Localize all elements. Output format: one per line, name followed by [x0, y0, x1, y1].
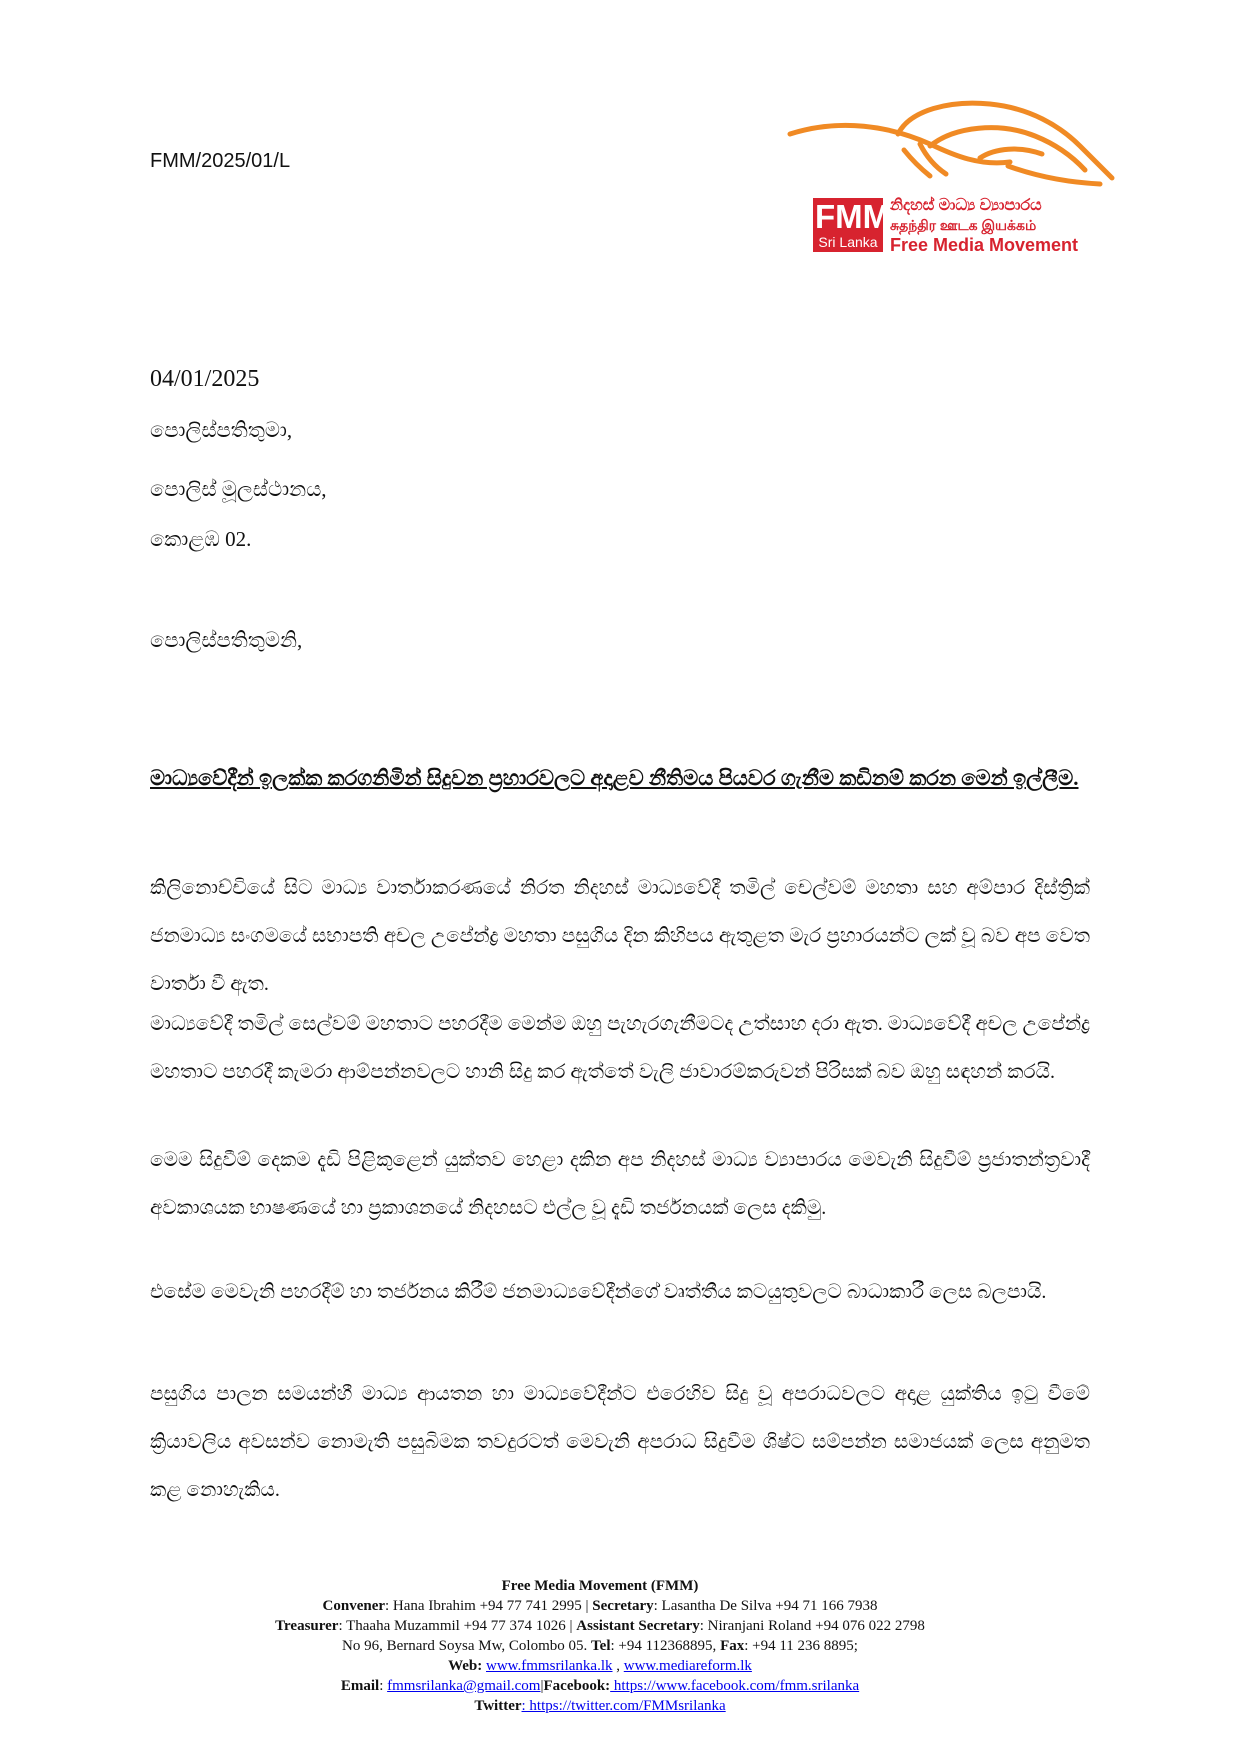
- paragraph-4: එසේම මෙවැනි පහරදීම් හා තර්ජනය කිරීම් ජනමාධ්‍යවේදීන්ගේ වෘත්තීය කටයුතුවලට බාධාකාරී ලෙස බලපායි.: [150, 1281, 1047, 1303]
- footer-officers-line-2: [150, 1616, 1050, 1636]
- fax-info: : +94 11 236 8895;: [744, 1638, 858, 1654]
- letter-footer: [150, 1576, 1050, 1716]
- footer-org: Free Media Movement (FMM): [501, 1578, 699, 1594]
- address-line-1: පොලිස්පතිතුමා,: [150, 418, 293, 442]
- email-link[interactable]: fmmsrilanka@gmail.com: [387, 1678, 541, 1694]
- facebook-link[interactable]: https://www.facebook.com/fmm.srilanka: [610, 1678, 860, 1694]
- logo-name-sinhala: නිදහස් මාධ්‍ය ව්‍යාපාරය: [890, 197, 1042, 214]
- twitter-label: Twitter: [474, 1698, 522, 1714]
- letter-subject: මාධ්‍යවේදීන් ඉලක්ක කරගනිමින් සිදුවන ප්‍රහාරවලට අදාළව නීතිමය පියවර ගැනීම කඩිනම් කරන මෙන් ඉල්ලීම.: [150, 766, 1079, 790]
- email-label: Email: [340, 1678, 380, 1694]
- footer-officers-line-1: [150, 1596, 1050, 1616]
- assistant-secretary-label: Assistant Secretary: [576, 1618, 700, 1634]
- paragraph-2: මාධ්‍යවේදී තමිල් සෙල්වම් මහතාට පහරදීම මෙන්ම ඔහු පැහැරගැනීමටද උත්සාහ දරා ඇත. මාධ්‍යවේදී අචල උපේන්ද්‍ර මහතාට පහරදී කැමරා ආම්පන්නවලට හානි සිදු කර ඇත්තේ වැලි ජාවාරම්කරුවන් පිරිසක් බව ඔහු සඳහන් කරයි.: [150, 1013, 1090, 1083]
- tel-label: Tel: [591, 1638, 611, 1654]
- secretary-info: : Lasantha De Silva +94 71 166 7938: [653, 1598, 878, 1614]
- assistant-secretary-info: : Niranjani Roland +94 076 022 2798: [699, 1618, 925, 1634]
- fmm-logo: [780, 96, 1120, 266]
- footer-web-line: [150, 1656, 1050, 1676]
- footer-email-line: Email: fmmsrilanka@gmail.com|Facebook: https://www.facebook.com/fmm.srilanka: [340, 1678, 860, 1694]
- reference-number: FMM/2025/01/L: [150, 150, 291, 172]
- web-label: Web:: [448, 1658, 483, 1674]
- secretary-label: Secretary: [592, 1598, 654, 1614]
- logo-name-tamil: சுதந்திர ஊடக இயக்கம்: [890, 217, 1037, 233]
- footer-twitter-line: [150, 1696, 1050, 1716]
- bird-swoosh-icon: [780, 96, 1120, 196]
- treasurer-info: : Thaaha Muzammil +94 77 374 1026 |: [338, 1618, 577, 1634]
- web-link-fmm[interactable]: www.fmmsrilanka.lk: [486, 1658, 613, 1674]
- paragraph-5: පසුගිය පාලන සමයන්හී මාධ්‍ය ආයතන හා මාධ්‍යවේදීන්ට එරෙහිව සිදු වූ අපරාධවලට අදාළ යුක්තිය ඉටු වීමේ ක්‍රියාවලිය අවසන්ව නොමැති පසුබිමක තවදුරටත් මෙවැනි අපරාධ සිදුවීම ශිෂ්ට සම්පන්න සමාජයක් ලෙස අනුමත කළ නොහැකිය.: [150, 1383, 1090, 1501]
- convener-label: Convener: [322, 1598, 386, 1614]
- fax-label: Fax: [720, 1638, 745, 1654]
- address-line-3: කොළඹ 02.: [150, 527, 252, 551]
- paragraph-1: කිලිනොච්චියේ සිට මාධ්‍ය වාර්තාකරණයේ නිරත නිදහස් මාධ්‍යවේදී තමිල් චෙල්වම් මහතා සහ අම්පාර දිස්ත්‍රික් ජනමාධ්‍ය සංගමයේ සභාපති අචල උපේන්ද්‍ර මහතා පසුගිය දින කිහිපය ඇතුළත මැර ප්‍රහාරයන්ට ලක් වූ බව අප වෙත වාර්තා වී ඇත.: [150, 877, 1090, 995]
- address-line-2: පොලිස් මූලස්ථානය,: [150, 477, 327, 501]
- paragraph-3: මෙම සිදුවීම් දෙකම දැඩි පිළිකුළෙන් යුක්තව හෙළා දකින අප නිදහස් මාධ්‍ය ව්‍යාපාරය මෙවැනි සිදුවීම් ප්‍රජාතන්ත්‍රවාදී අවකාශයක භාෂණයේ හා ප්‍රකාශනයේ නිදහසට එල්ල වූ දැඩි තර්ජනයක් ලෙස දකිමු.: [150, 1149, 1090, 1219]
- facebook-label: Facebook:: [543, 1678, 611, 1694]
- footer-contact-line: [150, 1636, 1050, 1656]
- logo-name-english: Free Media Movement: [890, 235, 1079, 255]
- letter-date: 04/01/2025: [150, 366, 260, 392]
- footer-address: No 96, Bernard Soysa Mw, Colombo 05.: [342, 1638, 592, 1654]
- web-separator: ,: [612, 1658, 624, 1674]
- logo-box-title: FMM: [815, 198, 891, 235]
- email-colon: :: [379, 1678, 388, 1694]
- web-link-mediareform[interactable]: www.mediareform.lk: [623, 1658, 752, 1674]
- twitter-link[interactable]: : https://twitter.com/FMMsrilanka: [521, 1698, 726, 1714]
- tel-info: : +94 112368895,: [610, 1638, 721, 1654]
- treasurer-label: Treasurer: [275, 1618, 339, 1634]
- logo-box-subtitle: Sri Lanka: [818, 234, 878, 250]
- convener-info: : Hana Ibrahim +94 77 741 2995 |: [385, 1598, 593, 1614]
- salutation: පොලිස්පතිතුමනි,: [150, 628, 303, 652]
- fmm-logo-box: [813, 198, 891, 252]
